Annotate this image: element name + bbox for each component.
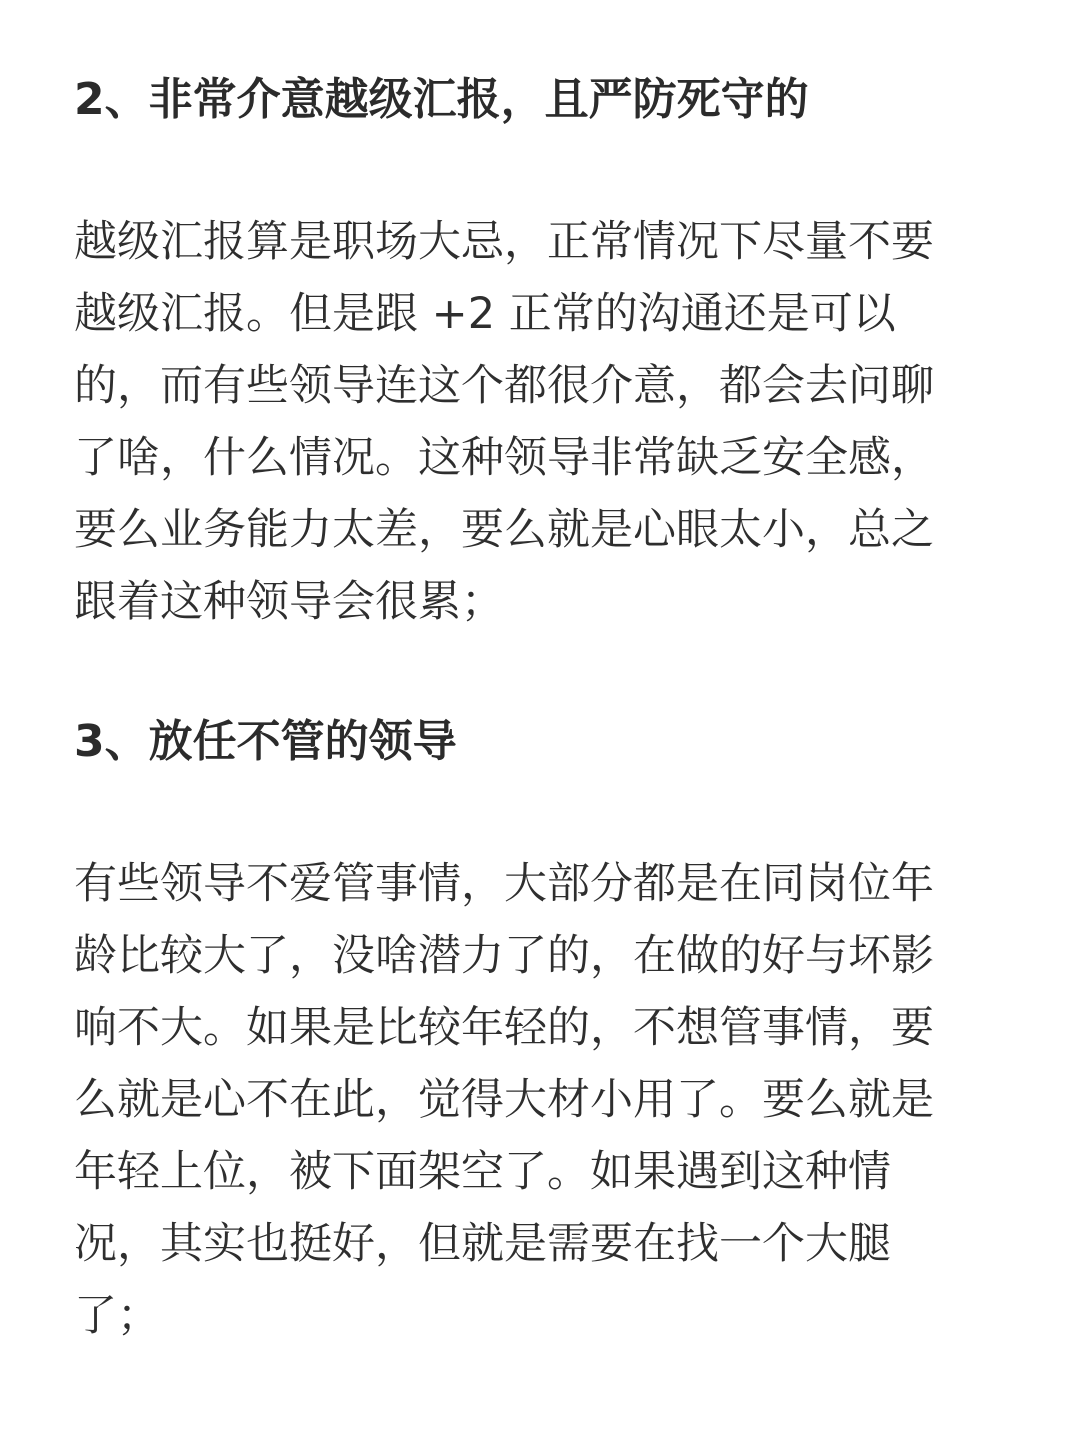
paragraph-line: 龄比较大了，没啥潜力了的，在做的好与坏影 bbox=[74, 931, 934, 981]
paragraph-line: 越级汇报。但是跟 +2 正常的沟通还是可以 bbox=[74, 289, 896, 339]
paragraph-line: 了啥，什么情况。这种领导非常缺乏安全感， bbox=[74, 433, 934, 483]
paragraph-line: 要么业务能力太差，要么就是心眼太小，总之 bbox=[74, 505, 934, 555]
section-paragraph-3 bbox=[74, 848, 1006, 1352]
paragraph-line: 么就是心不在此，觉得大材小用了。要么就是 bbox=[74, 1075, 934, 1125]
section-paragraph-2 bbox=[74, 206, 1006, 638]
paragraph-line: 年轻上位，被下面架空了。如果遇到这种情 bbox=[74, 1147, 891, 1197]
paragraph-line: 了； bbox=[74, 1291, 160, 1341]
paragraph-line: 响不大。如果是比较年轻的，不想管事情，要 bbox=[74, 1003, 934, 1053]
paragraph-line: 的，而有些领导连这个都很介意，都会去问聊 bbox=[74, 361, 934, 411]
paragraph-line: 跟着这种领导会很累； bbox=[74, 577, 504, 627]
paragraph-line: 有些领导不爱管事情，大部分都是在同岗位年 bbox=[74, 859, 934, 909]
paragraph-line: 况，其实也挺好，但就是需要在找一个大腿 bbox=[74, 1219, 891, 1269]
section-heading-2: 2、非常介意越级汇报，且严防死守的 bbox=[74, 74, 809, 125]
paragraph-line: 越级汇报算是职场大忌，正常情况下尽量不要 bbox=[74, 217, 934, 267]
section-heading-3: 3、放任不管的领导 bbox=[74, 716, 457, 767]
